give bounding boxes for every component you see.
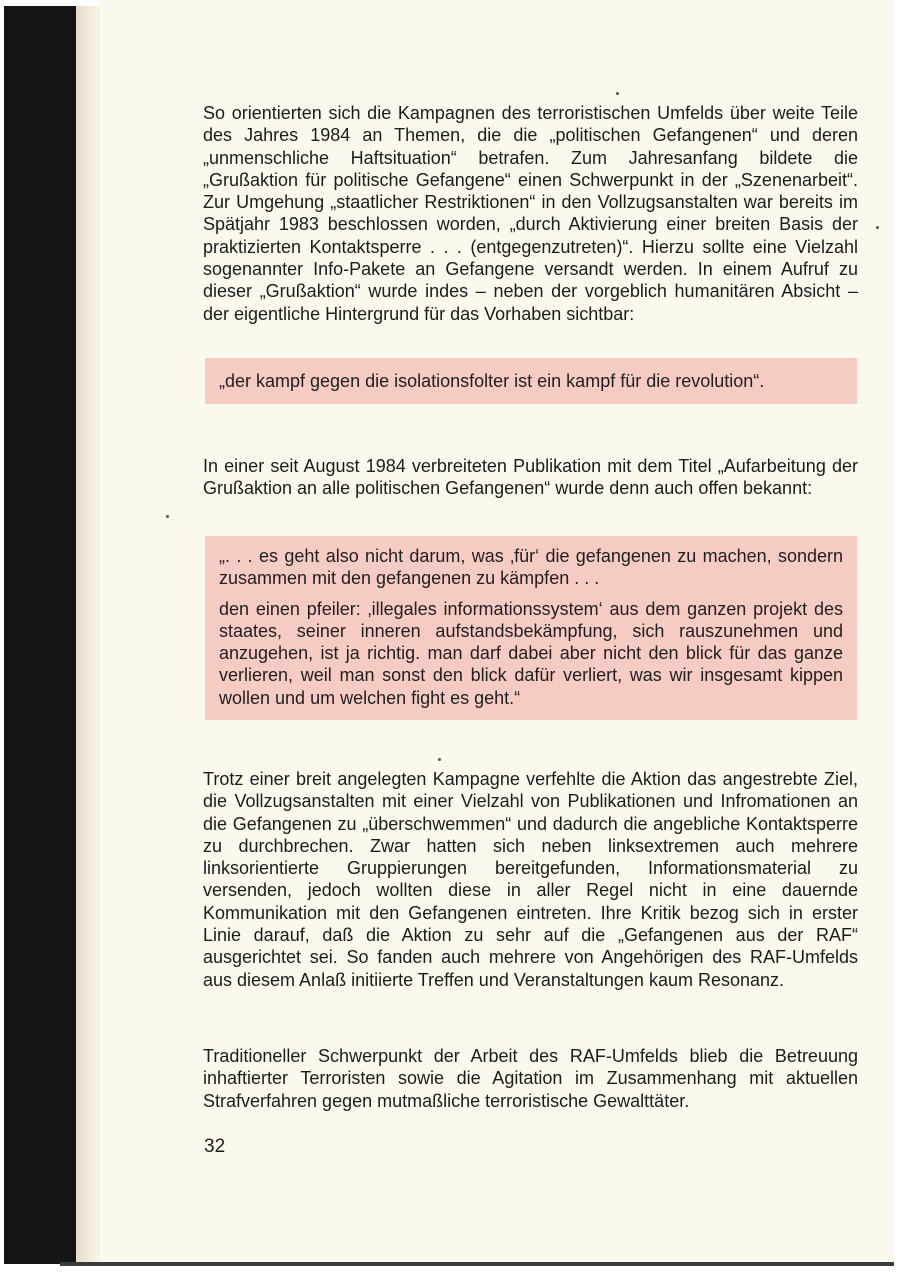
highlighted-quote-2 (205, 536, 857, 720)
speck (166, 515, 169, 518)
paragraph-1: So orientierten sich die Kampagnen des terroristischen Umfelds über weite Teile des Jahres 1984 an Themen, die die „politischen Gefangenen“ und deren „unmenschliche Haftsituation“ betrafen. Zum Jahresanfang bildete die „Grußaktion für politische Gefangene“ einen Schwerpunkt in der „Szenenarbeit“. Zur Umgehung „staatlicher Restriktionen“ in den Vollzugsanstalten war bereits im Spätjahr 1983 beschlossen worden, „durch Aktivierung einer breiten Basis der praktizierten Kontaktsperre . . . (entgegenzutreten)“. Hierzu sollte eine Vielzahl sogenannter Info-Pakete an Gefangene versandt werden. In einem Aufruf zu dieser „Grußaktion“ wurde indes – neben der vorgeblich humanitären Absicht – der eigentliche Hintergrund für das Vorhaben sichtbar: (203, 103, 858, 324)
quote-2-part-2: den einen pfeiler: ‚illegales informationssystem‘ aus dem ganzen projekt des staates, seiner inneren aufstandsbekämpfung, sich rauszunehmen und anzugehen, ist ja richtig. man darf dabei aber nicht den blick für das ganze verlieren, weil man sonst den blick dafür verliert, was wir insgesamt kippen wollen und um welchen fight es geht.“ (219, 598, 843, 708)
speck (438, 758, 441, 761)
speck (876, 226, 879, 229)
book-binding (4, 6, 76, 1264)
quote-2-part-1: „. . . es geht also nicht darum, was ‚für‘ die gefangenen zu machen, sondern zusammen mit den gefangenen zu kämpfen . . . (219, 546, 843, 589)
paragraph-3: Trotz einer breit angelegten Kampagne verfehlte die Aktion das angestrebte Ziel, die Vollzugsanstalten mit einer Vielzahl von Publikationen und Infromationen an die Gefangenen zu „überschwemmen“ und dadurch die angebliche Kontaktsperre zu durchbrechen. Zwar hatten sich neben linksextremen auch mehrere linksorientierte Gruppierungen bereitgefunden, Informationsmaterial zu versenden, jedoch wollten diese in aller Regel nicht in eine dauernde Kommunikation mit den Gefangenen eintreten. Ihre Kritik bezog sich in erster Linie darauf, daß die Aktion zu sehr auf die „Gefangenen aus der RAF“ ausgerichtet sei. So fanden auch mehrere von Angehörigen des RAF-Umfelds aus diesem Anlaß initiierte Treffen und Veranstaltungen kaum Resonanz. (203, 769, 858, 990)
page-bottom-edge (60, 1262, 894, 1266)
paragraph-4: Traditioneller Schwerpunkt der Arbeit des RAF-Umfelds blieb die Betreuung inhaftierter Terroristen sowie die Agitation im Zusammenhang mit aktuellen Strafverfahren gegen mutmaßliche terroristische Gewalttäter. (203, 1046, 858, 1111)
highlighted-quote-1: „der kampf gegen die isolationsfolter ist ein kampf für die revolution“. (205, 358, 857, 404)
speck (616, 92, 619, 95)
page-number: 32 (204, 1136, 226, 1157)
paragraph-2: In einer seit August 1984 verbreiteten Publikation mit dem Titel „Aufarbeitung der Grußaktion an alle politischen Gefangenen“ wurde denn auch offen bekannt: (203, 456, 858, 499)
